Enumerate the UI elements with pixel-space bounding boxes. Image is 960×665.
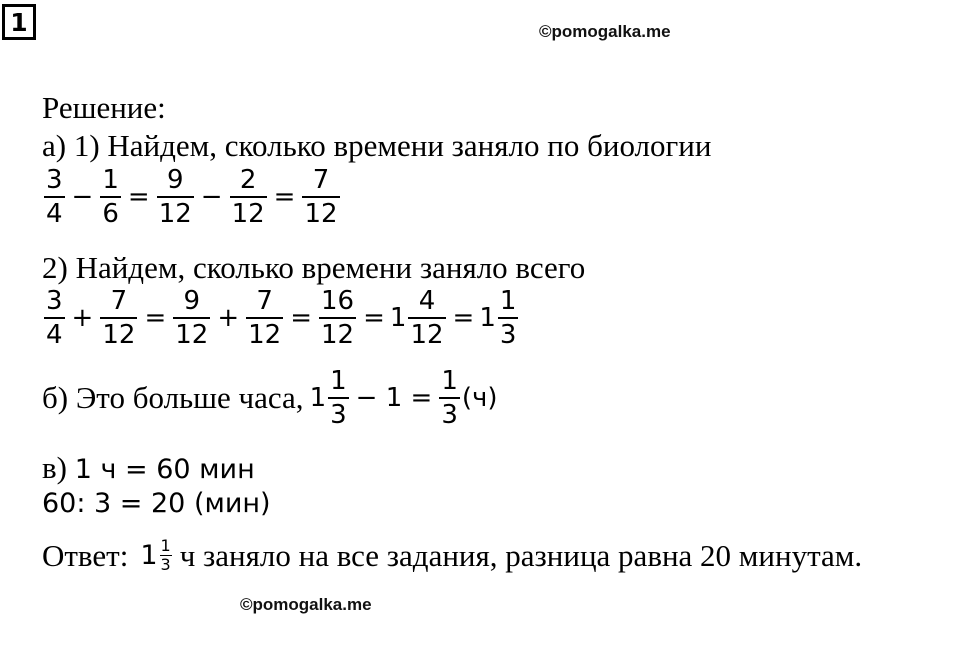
equation-total — [42, 288, 520, 348]
watermark-top: ©pomogalka.me — [539, 22, 671, 41]
fraction — [328, 368, 349, 428]
denominator: 12 — [100, 317, 137, 348]
watermark-bottom: ©pomogalka.me — [240, 595, 372, 614]
numerator: 7 — [312, 165, 330, 195]
whole-part: 1 — [309, 383, 327, 413]
equation-biology — [42, 167, 342, 227]
numerator: 1 — [499, 286, 517, 316]
numerator: 1 — [441, 366, 458, 396]
fraction — [498, 288, 519, 348]
numerator: 7 — [256, 286, 273, 316]
answer-prefix: Ответ: — [42, 538, 129, 573]
fraction — [302, 167, 339, 227]
part-b-text: б) Это больше часа, — [42, 380, 304, 415]
operator: = — [290, 303, 313, 333]
fraction — [44, 167, 65, 227]
fraction — [439, 368, 460, 428]
numerator: 1 — [102, 165, 119, 195]
expression: − 1 = — [355, 383, 433, 413]
part-v-calc: 60: 3 = 20 (мин) — [42, 488, 271, 519]
task-number-badge: 1 — [2, 4, 36, 40]
fraction — [230, 167, 267, 227]
denominator: 4 — [44, 317, 65, 348]
part-v-equation: 1 ч = 60 мин — [74, 454, 255, 485]
fraction — [100, 288, 137, 348]
fraction — [100, 167, 121, 227]
numerator: 1 — [330, 366, 347, 396]
whole-part: 1 — [479, 303, 496, 333]
denominator: 12 — [230, 196, 267, 227]
denominator: 12 — [246, 317, 283, 348]
operator: = — [144, 303, 167, 333]
fraction — [173, 288, 210, 348]
fraction — [157, 167, 194, 227]
denominator: 12 — [408, 317, 445, 348]
denominator: 3 — [498, 317, 519, 348]
operator: = — [273, 182, 296, 212]
numerator: 1 — [160, 536, 171, 555]
numerator: 7 — [110, 286, 128, 316]
fraction — [246, 288, 283, 348]
operator: = — [452, 303, 475, 333]
denominator: 12 — [319, 317, 356, 348]
numerator: 3 — [46, 286, 63, 316]
operator: = — [363, 303, 385, 333]
fraction — [319, 288, 356, 348]
part-b-line — [42, 368, 498, 428]
numerator: 2 — [239, 165, 257, 195]
denominator: 4 — [44, 196, 65, 227]
numerator: 9 — [183, 286, 201, 316]
numerator: 9 — [166, 165, 184, 195]
unit-label: (ч) — [461, 383, 498, 413]
whole-part: 1 — [389, 303, 407, 333]
denominator: 12 — [173, 317, 210, 348]
fraction — [44, 288, 65, 348]
operator: + — [217, 303, 240, 333]
part-a-intro: а) 1) Найдем, сколько времени заняло по биологии — [42, 128, 712, 163]
operator: − — [200, 182, 223, 212]
answer-line — [42, 538, 862, 573]
answer-whole: 1 — [140, 540, 158, 571]
numerator: 4 — [418, 286, 436, 316]
solution-heading: Решение: — [42, 90, 166, 125]
fraction — [408, 288, 445, 348]
answer-text: ч заняло на все задания, разница равна 20 минутам. — [179, 538, 863, 573]
denominator: 3 — [160, 555, 171, 574]
numerator: 16 — [321, 286, 355, 316]
denominator: 12 — [302, 196, 339, 227]
denominator: 3 — [439, 397, 460, 428]
part-v-line — [42, 452, 255, 483]
denominator: 6 — [100, 196, 121, 227]
denominator: 12 — [157, 196, 194, 227]
operator: + — [71, 303, 94, 333]
numerator: 3 — [46, 165, 63, 195]
operator: − — [71, 182, 94, 212]
operator: = — [127, 182, 150, 212]
answer-fraction — [160, 538, 172, 573]
part-v-prefix: в) — [42, 450, 67, 485]
part-a-step2: 2) Найдем, сколько времени заняло всего — [42, 250, 586, 285]
denominator: 3 — [328, 397, 349, 428]
